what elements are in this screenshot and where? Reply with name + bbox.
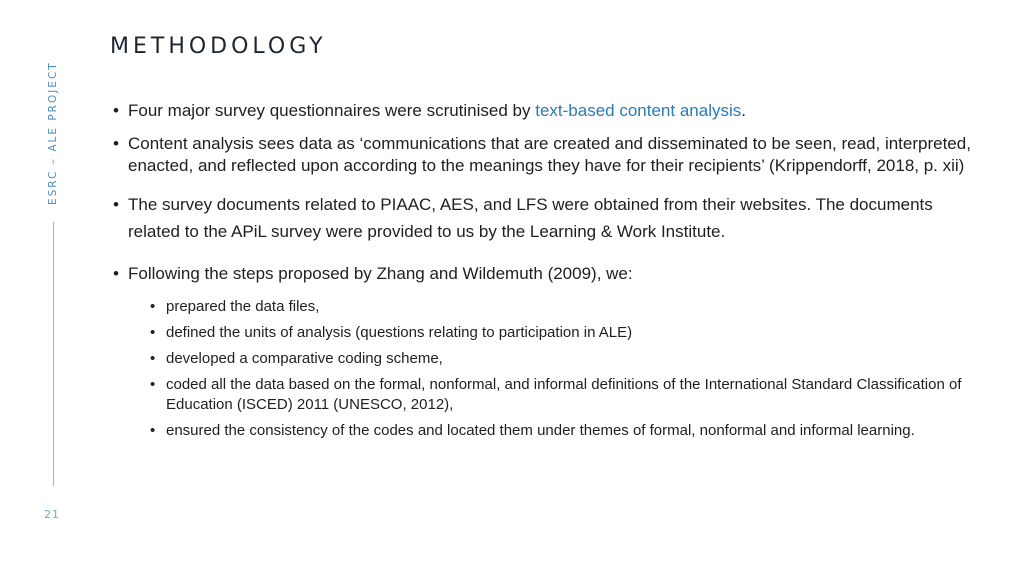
bullet-text: Four major survey questionnaires were scrutinised by bbox=[128, 101, 536, 120]
bullet-survey-documents: • The survey documents related to PIAAC, AES, and LFS were obtained from their websites. The documents related to the APiL survey were provided to us by the Learning & Work Institute. bbox=[110, 191, 980, 245]
page-number: 21 bbox=[44, 508, 60, 521]
bullet-text-end: . bbox=[741, 101, 746, 120]
content-analysis-link[interactable]: text-based content analysis bbox=[535, 101, 742, 120]
bullet-text: Following the steps proposed by Zhang and Wildemuth (2009), we: bbox=[128, 264, 633, 283]
step-item: • defined the units of analysis (questions relating to participation in ALE) bbox=[148, 323, 980, 343]
step-item: • ensured the consistency of the codes and located them under themes of formal, nonformal and informal learning. bbox=[148, 421, 980, 441]
bullet-content-analysis-definition: • Content analysis sees data as ‘communications that are created and disseminated to be seen, read, interpreted, enacted, and reflected upon according to the meanings they have for their recipients’ (Krippendorff, 2018, p. xii) bbox=[110, 133, 980, 177]
step-item: • developed a comparative coding scheme, bbox=[148, 349, 980, 369]
slide-title: METHODOLOGY bbox=[110, 34, 327, 59]
step-item: • coded all the data based on the formal, nonformal, and informal definitions of the International Standard Classification of Education (ISCED) 2011 (UNESCO, 2012), bbox=[148, 375, 980, 415]
steps-list bbox=[148, 297, 980, 441]
bullet-steps-intro bbox=[110, 263, 980, 441]
bullet-survey-questionnaires bbox=[110, 100, 980, 122]
slide-content bbox=[110, 100, 980, 447]
side-divider bbox=[53, 222, 54, 486]
step-item: • prepared the data files, bbox=[148, 297, 980, 317]
project-side-label: ESRC – ALE PROJECT bbox=[47, 61, 59, 205]
bullet-list bbox=[110, 100, 980, 441]
